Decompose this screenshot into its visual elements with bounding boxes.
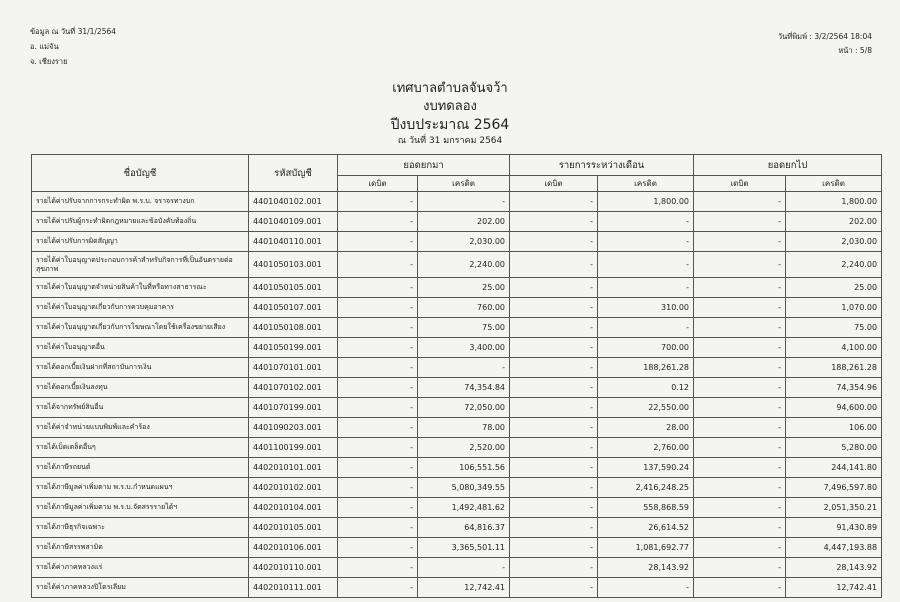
table-row: [32, 232, 882, 252]
data-as-of: ข้อมูล ณ วันที่ 31/1/2564: [30, 27, 117, 36]
carried-forward-debit-cell: -: [694, 298, 786, 318]
brought-forward-credit-cell: -: [418, 192, 510, 212]
account-code-cell: 4402010105.001: [249, 518, 338, 538]
brought-forward-credit-cell: 12,742.41: [418, 578, 510, 598]
month-debit-cell: -: [510, 458, 598, 478]
carried-forward-debit-cell: -: [694, 558, 786, 578]
month-debit-cell: -: [510, 498, 598, 518]
carried-forward-credit-cell: 91,430.89: [786, 518, 882, 538]
account-code-cell: 4401090203.001: [249, 418, 338, 438]
carried-forward-credit-cell: 4,447,193.88: [786, 538, 882, 558]
account-name-cell: รายได้ภาษีมูลค่าเพิ่มตาม พ.ร.บ.จัดสรรรายได้ฯ: [32, 498, 249, 518]
carried-forward-debit-cell: -: [694, 212, 786, 232]
col-during-month: รายการระหว่างเดือน: [510, 155, 694, 176]
month-credit-cell: 558,868.59: [598, 498, 694, 518]
table-row: [32, 378, 882, 398]
organization-name: เทศบาลตำบลจันจว้า: [392, 81, 508, 96]
account-name-cell: รายได้ค่าใบอนุญาตอื่น: [32, 338, 249, 358]
col-credit: เครดิต: [598, 176, 694, 192]
carried-forward-credit-cell: 4,100.00: [786, 338, 882, 358]
table-row: [32, 398, 882, 418]
month-credit-cell: 700.00: [598, 338, 694, 358]
brought-forward-debit-cell: -: [338, 458, 418, 478]
account-name-cell: รายได้ค่าปรับจากการกระทำผิด พ.ร.บ. จราจรทางบก: [32, 192, 249, 212]
month-credit-cell: 1,081,692.77: [598, 538, 694, 558]
account-name-cell: รายได้ดอกเบี้ยเงินฝากที่สถาบันการเงิน: [32, 358, 249, 378]
month-credit-cell: 310.00: [598, 298, 694, 318]
month-debit-cell: -: [510, 398, 598, 418]
carried-forward-credit-cell: 2,240.00: [786, 252, 882, 278]
month-credit-cell: 137,590.24: [598, 458, 694, 478]
account-code-cell: 4401050107.001: [249, 298, 338, 318]
month-credit-cell: 28.00: [598, 418, 694, 438]
brought-forward-debit-cell: -: [338, 558, 418, 578]
month-debit-cell: -: [510, 278, 598, 298]
table-body: [32, 192, 882, 598]
carried-forward-debit-cell: -: [694, 338, 786, 358]
brought-forward-debit-cell: -: [338, 192, 418, 212]
carried-forward-credit-cell: 202.00: [786, 212, 882, 232]
table-row: [32, 438, 882, 458]
col-debit: เดบิต: [694, 176, 786, 192]
carried-forward-debit-cell: -: [694, 538, 786, 558]
month-credit-cell: 22,550.00: [598, 398, 694, 418]
table-row: [32, 498, 882, 518]
carried-forward-debit-cell: -: [694, 458, 786, 478]
report-meta-right: [778, 30, 872, 58]
carried-forward-debit-cell: -: [694, 498, 786, 518]
brought-forward-credit-cell: 2,240.00: [418, 252, 510, 278]
table-row: [32, 252, 882, 278]
carried-forward-debit-cell: -: [694, 252, 786, 278]
account-name-cell: รายได้ค่าปรับการผิดสัญญา: [32, 232, 249, 252]
carried-forward-credit-cell: 1,800.00: [786, 192, 882, 212]
brought-forward-debit-cell: -: [338, 398, 418, 418]
carried-forward-debit-cell: -: [694, 378, 786, 398]
account-code-cell: 4401050103.001: [249, 252, 338, 278]
district: อ. แม่จัน: [30, 42, 59, 51]
account-name-cell: รายได้ภาษีสรรพสามิต: [32, 538, 249, 558]
month-debit-cell: -: [510, 318, 598, 338]
brought-forward-debit-cell: -: [338, 518, 418, 538]
brought-forward-credit-cell: 2,520.00: [418, 438, 510, 458]
account-code-cell: 4401100199.001: [249, 438, 338, 458]
account-code-cell: 4402010111.001: [249, 578, 338, 598]
table-row: [32, 418, 882, 438]
trial-balance-table: [31, 154, 882, 598]
brought-forward-debit-cell: -: [338, 378, 418, 398]
account-code-cell: 4402010106.001: [249, 538, 338, 558]
brought-forward-debit-cell: -: [338, 478, 418, 498]
month-credit-cell: -: [598, 278, 694, 298]
col-carried-forward: ยอดยกไป: [694, 155, 882, 176]
carried-forward-credit-cell: 188,261.28: [786, 358, 882, 378]
account-name-cell: รายได้ค่าภาคหลวงปิโตรเลียม: [32, 578, 249, 598]
month-debit-cell: -: [510, 378, 598, 398]
carried-forward-debit-cell: -: [694, 358, 786, 378]
brought-forward-debit-cell: -: [338, 318, 418, 338]
report-meta-left: [30, 24, 116, 69]
col-debit: เดบิต: [510, 176, 598, 192]
account-name-cell: รายได้ค่าใบอนุญาตประกอบการค้าสำหรับกิจการที่เป็นอันตรายต่อสุขภาพ: [32, 252, 249, 278]
col-debit: เดบิต: [338, 176, 418, 192]
brought-forward-debit-cell: -: [338, 538, 418, 558]
account-name-cell: รายได้ค่าใบอนุญาตเกี่ยวกับการโฆษณาโดยใช้เครื่องขยายเสียง: [32, 318, 249, 338]
col-brought-forward: ยอดยกมา: [338, 155, 510, 176]
brought-forward-credit-cell: 64,816.37: [418, 518, 510, 538]
month-credit-cell: -: [598, 578, 694, 598]
month-credit-cell: -: [598, 318, 694, 338]
brought-forward-debit-cell: -: [338, 252, 418, 278]
carried-forward-credit-cell: 28,143.92: [786, 558, 882, 578]
print-date: วันที่พิมพ์ : 3/2/2564 18:04: [777, 32, 872, 41]
carried-forward-debit-cell: -: [694, 318, 786, 338]
carried-forward-credit-cell: 1,070.00: [786, 298, 882, 318]
brought-forward-credit-cell: 75.00: [418, 318, 510, 338]
province: จ. เชียงราย: [30, 57, 68, 66]
carried-forward-debit-cell: -: [694, 278, 786, 298]
account-name-cell: รายได้จากทรัพย์สินอื่น: [32, 398, 249, 418]
account-code-cell: 4401070101.001: [249, 358, 338, 378]
brought-forward-debit-cell: -: [338, 498, 418, 518]
table-row: [32, 338, 882, 358]
brought-forward-credit-cell: 3,365,501.11: [418, 538, 510, 558]
brought-forward-credit-cell: 3,400.00: [418, 338, 510, 358]
month-debit-cell: -: [510, 252, 598, 278]
account-code-cell: 4401070199.001: [249, 398, 338, 418]
carried-forward-credit-cell: 94,600.00: [786, 398, 882, 418]
month-credit-cell: 1,800.00: [598, 192, 694, 212]
carried-forward-credit-cell: 74,354.96: [786, 378, 882, 398]
account-name-cell: รายได้ค่าใบอนุญาตเกี่ยวกับการควบคุมอาคาร: [32, 298, 249, 318]
month-credit-cell: 0.12: [598, 378, 694, 398]
carried-forward-credit-cell: 75.00: [786, 318, 882, 338]
carried-forward-credit-cell: 106.00: [786, 418, 882, 438]
carried-forward-credit-cell: 244,141.80: [786, 458, 882, 478]
as-of-date: ณ วันที่ 31 มกราคม 2564: [397, 136, 503, 146]
account-code-cell: 4401050199.001: [249, 338, 338, 358]
col-credit: เครดิต: [418, 176, 510, 192]
carried-forward-credit-cell: 12,742.41: [786, 578, 882, 598]
month-debit-cell: -: [510, 232, 598, 252]
account-name-cell: รายได้ค่าจำหน่ายแบบพิมพ์และคำร้อง: [32, 418, 249, 438]
account-code-cell: 4402010110.001: [249, 558, 338, 578]
carried-forward-debit-cell: -: [694, 438, 786, 458]
month-debit-cell: -: [510, 538, 598, 558]
col-account-code: รหัสบัญชี: [249, 155, 338, 192]
account-code-cell: 4401050105.001: [249, 278, 338, 298]
col-credit: เครดิต: [786, 176, 882, 192]
month-debit-cell: -: [510, 338, 598, 358]
month-credit-cell: 26,614.52: [598, 518, 694, 538]
brought-forward-credit-cell: 5,080,349.55: [418, 478, 510, 498]
brought-forward-credit-cell: 74,354.84: [418, 378, 510, 398]
brought-forward-credit-cell: 106,551.56: [418, 458, 510, 478]
brought-forward-debit-cell: -: [338, 278, 418, 298]
account-code-cell: 4401050108.001: [249, 318, 338, 338]
carried-forward-credit-cell: 5,280.00: [786, 438, 882, 458]
brought-forward-debit-cell: -: [338, 438, 418, 458]
carried-forward-debit-cell: -: [694, 478, 786, 498]
month-credit-cell: -: [598, 252, 694, 278]
brought-forward-credit-cell: 1,492,481.62: [418, 498, 510, 518]
month-debit-cell: -: [510, 478, 598, 498]
month-debit-cell: -: [510, 438, 598, 458]
table-row: [32, 212, 882, 232]
carried-forward-debit-cell: -: [694, 518, 786, 538]
month-credit-cell: 188,261.28: [598, 358, 694, 378]
carried-forward-debit-cell: -: [694, 418, 786, 438]
carried-forward-credit-cell: 25.00: [786, 278, 882, 298]
month-debit-cell: -: [510, 212, 598, 232]
brought-forward-credit-cell: 78.00: [418, 418, 510, 438]
brought-forward-debit-cell: -: [338, 418, 418, 438]
carried-forward-debit-cell: -: [694, 232, 786, 252]
col-account-name: ชื่อบัญชี: [32, 155, 249, 192]
account-name-cell: รายได้ค่าปรับผู้กระทำผิดกฎหมายและข้อบังคับท้องถิ่น: [32, 212, 249, 232]
account-name-cell: รายได้เบ็ดเตล็ดอื่นๆ: [32, 438, 249, 458]
month-credit-cell: -: [598, 232, 694, 252]
table-row: [32, 192, 882, 212]
month-debit-cell: -: [510, 358, 598, 378]
brought-forward-debit-cell: -: [338, 338, 418, 358]
carried-forward-credit-cell: 2,030.00: [786, 232, 882, 252]
month-debit-cell: -: [510, 298, 598, 318]
carried-forward-credit-cell: 2,051,350.21: [786, 498, 882, 518]
table-row: [32, 318, 882, 338]
month-credit-cell: 28,143.92: [598, 558, 694, 578]
brought-forward-credit-cell: 72,050.00: [418, 398, 510, 418]
month-debit-cell: -: [510, 518, 598, 538]
month-credit-cell: -: [598, 212, 694, 232]
fiscal-year: ปีงบประมาณ 2564: [390, 117, 510, 133]
carried-forward-debit-cell: -: [694, 578, 786, 598]
brought-forward-credit-cell: -: [418, 358, 510, 378]
brought-forward-credit-cell: -: [418, 558, 510, 578]
carried-forward-debit-cell: -: [694, 398, 786, 418]
brought-forward-credit-cell: 760.00: [418, 298, 510, 318]
account-name-cell: รายได้ค่าใบอนุญาตจำหน่ายสินค้าในที่หรือทางสาธารณะ: [32, 278, 249, 298]
month-debit-cell: -: [510, 558, 598, 578]
brought-forward-credit-cell: 25.00: [418, 278, 510, 298]
account-code-cell: 4401070102.001: [249, 378, 338, 398]
month-credit-cell: 2,760.00: [598, 438, 694, 458]
table-row: [32, 558, 882, 578]
account-name-cell: รายได้ภาษีธุรกิจเฉพาะ: [32, 518, 249, 538]
account-code-cell: 4401040110.001: [249, 232, 338, 252]
carried-forward-debit-cell: -: [694, 192, 786, 212]
month-debit-cell: -: [510, 418, 598, 438]
table-row: [32, 298, 882, 318]
account-name-cell: รายได้ภาษีมูลค่าเพิ่มตาม พ.ร.บ.กำหนดแผนฯ: [32, 478, 249, 498]
brought-forward-debit-cell: -: [338, 232, 418, 252]
month-debit-cell: -: [510, 578, 598, 598]
table-row: [32, 358, 882, 378]
account-name-cell: รายได้ดอกเบี้ยเงินลงทุน: [32, 378, 249, 398]
brought-forward-debit-cell: -: [338, 298, 418, 318]
table-row: [32, 538, 882, 558]
account-code-cell: 4401040102.001: [249, 192, 338, 212]
month-credit-cell: 2,416,248.25: [598, 478, 694, 498]
report-name: งบทดลอง: [423, 99, 477, 114]
account-code-cell: 4402010102.001: [249, 478, 338, 498]
account-code-cell: 4402010101.001: [249, 458, 338, 478]
page-number: หน้า : 5/8: [838, 46, 872, 55]
brought-forward-debit-cell: -: [338, 578, 418, 598]
brought-forward-credit-cell: 2,030.00: [418, 232, 510, 252]
table-row: [32, 458, 882, 478]
table-row: [32, 478, 882, 498]
account-code-cell: 4401040109.001: [249, 212, 338, 232]
report-title: [0, 80, 900, 148]
account-name-cell: รายได้ค่าภาคหลวงแร่: [32, 558, 249, 578]
account-code-cell: 4402010104.001: [249, 498, 338, 518]
table-row: [32, 278, 882, 298]
brought-forward-debit-cell: -: [338, 358, 418, 378]
carried-forward-credit-cell: 7,496,597.80: [786, 478, 882, 498]
table-row: [32, 518, 882, 538]
brought-forward-debit-cell: -: [338, 212, 418, 232]
brought-forward-credit-cell: 202.00: [418, 212, 510, 232]
account-name-cell: รายได้ภาษีรถยนต์: [32, 458, 249, 478]
table-row: [32, 578, 882, 598]
month-debit-cell: -: [510, 192, 598, 212]
